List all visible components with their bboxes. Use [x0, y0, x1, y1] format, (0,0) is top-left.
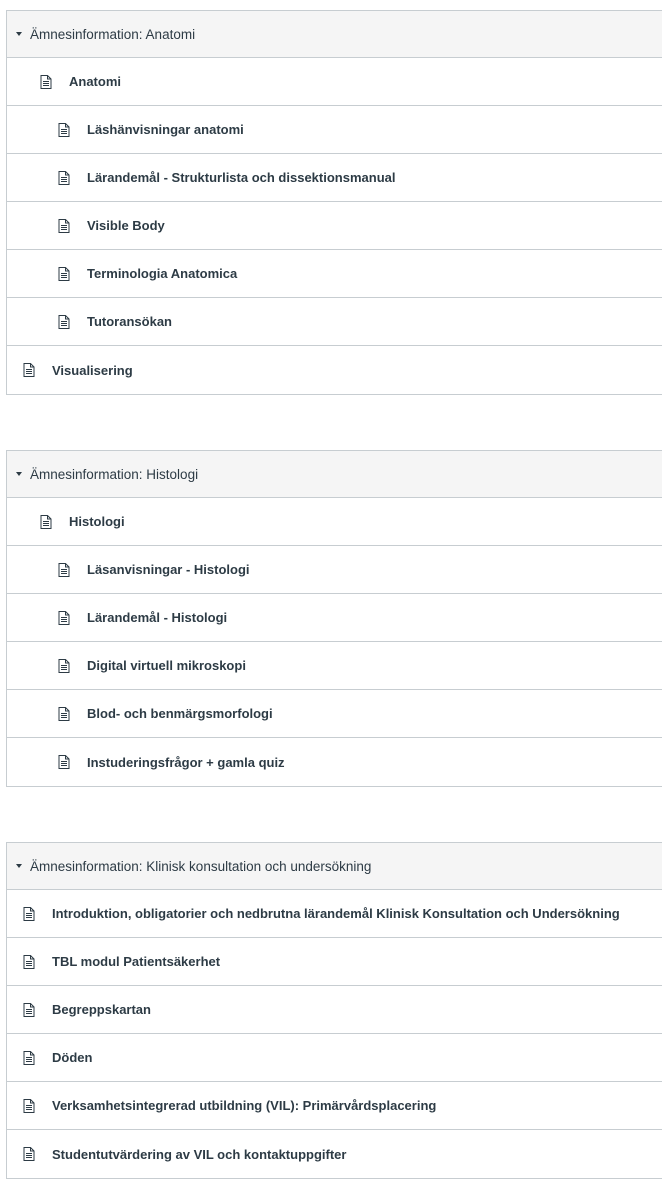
document-icon — [58, 219, 70, 233]
list-item[interactable] — [7, 986, 662, 1034]
document-icon — [40, 75, 52, 89]
document-icon — [58, 611, 70, 625]
document-icon — [40, 515, 52, 529]
document-icon — [58, 755, 70, 769]
document-icon — [58, 563, 70, 577]
list-item[interactable] — [7, 594, 662, 642]
item-label[interactable]: Verksamhetsintegrerad utbildning (VIL): Primärvårdsplacering — [52, 1098, 437, 1113]
document-icon — [58, 707, 70, 721]
document-icon — [23, 1099, 35, 1113]
list-item[interactable] — [7, 202, 662, 250]
list-item[interactable] — [7, 1034, 662, 1082]
item-label[interactable]: Histologi — [69, 514, 125, 529]
document-icon — [58, 171, 70, 185]
list-item[interactable] — [7, 690, 662, 738]
module-header[interactable] — [7, 10, 662, 58]
module-items — [7, 498, 662, 786]
item-label[interactable]: Begreppskartan — [52, 1002, 151, 1017]
list-item[interactable] — [7, 1130, 662, 1178]
item-label[interactable]: Lärandemål - Histologi — [87, 610, 228, 625]
document-icon — [23, 1051, 35, 1065]
document-icon — [23, 955, 35, 969]
caret-down-icon[interactable] — [16, 32, 22, 36]
item-label[interactable]: Döden — [52, 1050, 93, 1065]
module-header[interactable] — [7, 842, 662, 890]
list-item[interactable] — [7, 154, 662, 202]
item-label[interactable]: Visible Body — [87, 218, 165, 233]
item-label[interactable]: Anatomi — [69, 74, 121, 89]
list-item[interactable] — [7, 250, 662, 298]
caret-down-icon[interactable] — [16, 864, 22, 868]
list-item[interactable] — [7, 58, 662, 106]
list-item[interactable] — [7, 938, 662, 986]
list-item[interactable] — [7, 346, 662, 394]
list-item[interactable] — [7, 1082, 662, 1130]
document-icon — [23, 907, 35, 921]
item-label[interactable]: Terminologia Anatomica — [87, 266, 238, 281]
document-icon — [58, 123, 70, 137]
caret-down-icon[interactable] — [16, 472, 22, 476]
document-icon — [23, 1147, 35, 1161]
document-icon — [58, 659, 70, 673]
document-icon — [58, 267, 70, 281]
module-anatomi — [6, 10, 662, 395]
module-klinisk-konsultation — [6, 842, 662, 1179]
document-icon — [23, 363, 35, 377]
item-label[interactable]: Lärandemål - Strukturlista och dissektionsmanual — [87, 170, 396, 185]
list-item[interactable] — [7, 546, 662, 594]
module-title: Ämnesinformation: Klinisk konsultation och undersökning — [30, 858, 372, 874]
item-label[interactable]: Studentutvärdering av VIL och kontaktuppgifter — [52, 1146, 347, 1162]
item-label[interactable]: Visualisering — [52, 362, 133, 378]
list-item[interactable] — [7, 642, 662, 690]
list-item[interactable] — [7, 498, 662, 546]
document-icon — [58, 315, 70, 329]
item-label[interactable]: Läshänvisningar anatomi — [87, 122, 244, 137]
list-item[interactable] — [7, 738, 662, 786]
item-label[interactable]: Tutoransökan — [87, 314, 172, 329]
item-label[interactable]: Blod- och benmärgsmorfologi — [87, 706, 273, 721]
module-items — [7, 58, 662, 394]
item-label[interactable]: Läsanvisningar - Histologi — [87, 562, 250, 577]
list-item[interactable] — [7, 106, 662, 154]
list-item[interactable] — [7, 890, 662, 938]
item-label[interactable]: Instuderingsfrågor + gamla quiz — [87, 754, 285, 770]
item-label[interactable]: Introduktion, obligatorier och nedbrutna lärandemål Klinisk Konsultation och Undersökning — [52, 906, 620, 921]
module-header[interactable] — [7, 450, 662, 498]
document-icon — [23, 1003, 35, 1017]
module-items — [7, 890, 662, 1178]
item-label[interactable]: TBL modul Patientsäkerhet — [52, 954, 221, 969]
module-title: Ämnesinformation: Histologi — [30, 466, 199, 482]
item-label[interactable]: Digital virtuell mikroskopi — [87, 658, 246, 673]
list-item[interactable] — [7, 298, 662, 346]
module-title: Ämnesinformation: Anatomi — [30, 26, 196, 42]
module-histologi — [6, 450, 662, 787]
